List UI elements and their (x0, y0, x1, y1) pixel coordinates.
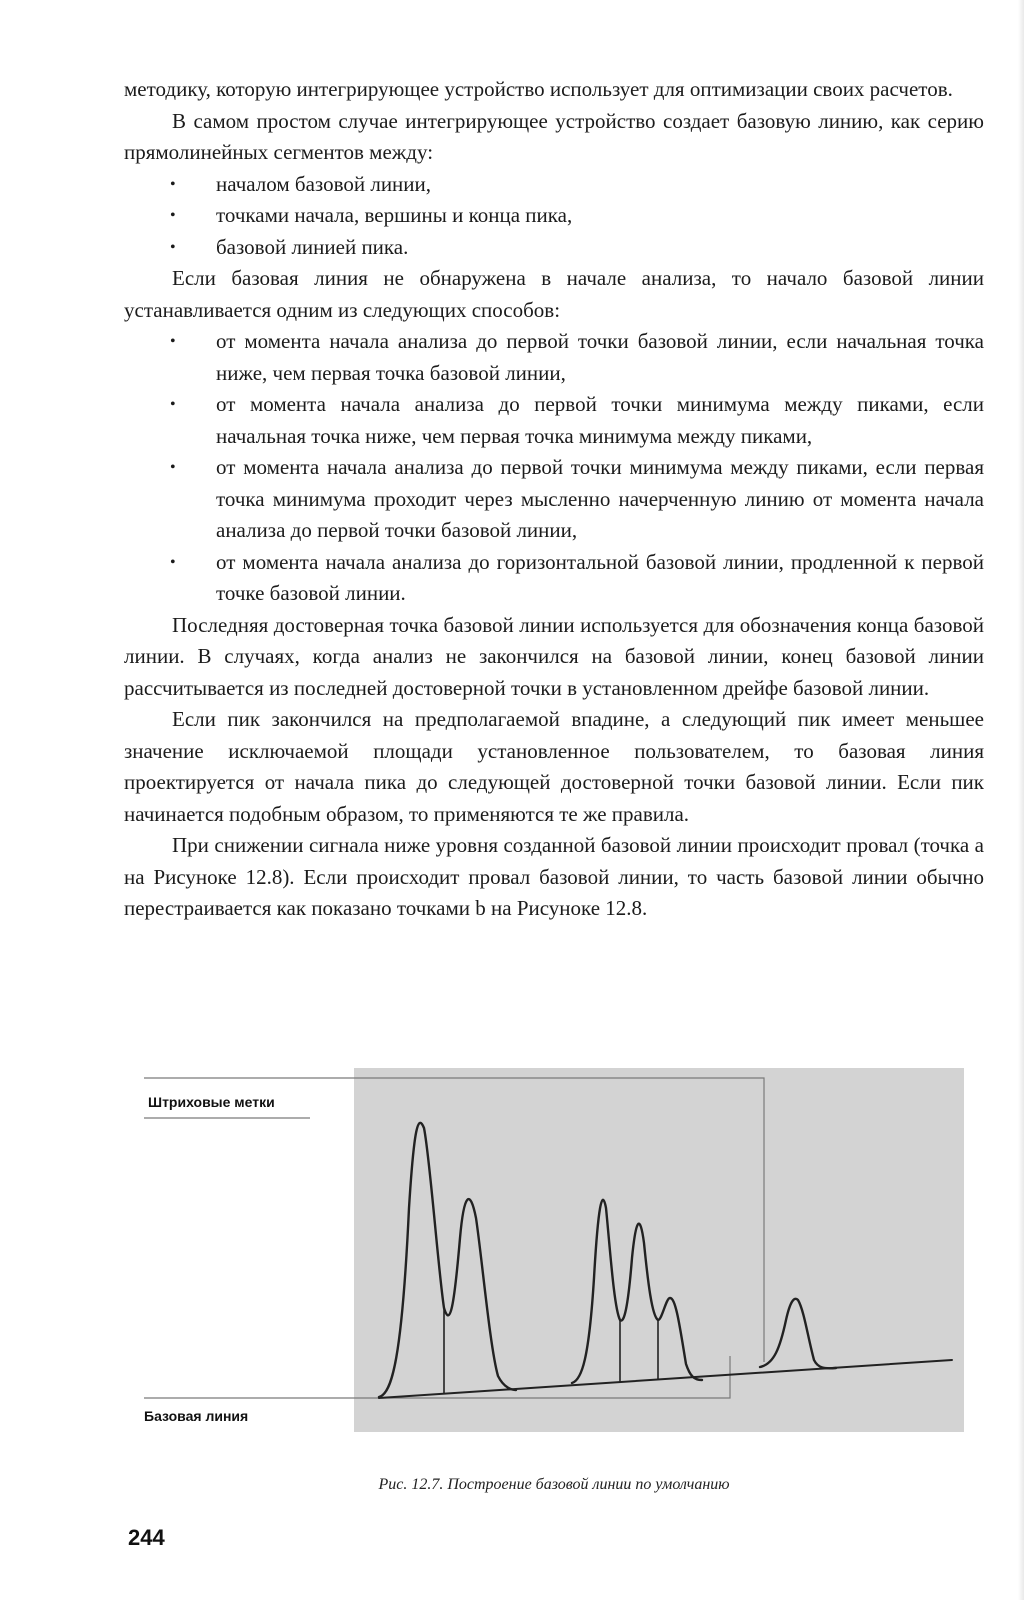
page-edge-shadow (1018, 0, 1024, 1600)
page-number: 244 (128, 1525, 165, 1550)
label-baseline: Базовая линия (144, 1408, 249, 1424)
chromatogram-figure (124, 1058, 984, 1478)
paragraph-3: Последняя достоверная точка базовой линии используется для обозначения конца базовой линии. В случаях, когда анализ не закончился на базовой линии, конец базовой линии рассчитывается из последней достоверной точки в установленном дрейфе базовой линии. (124, 612, 984, 700)
list-item: • от момента начала анализа до первой точки минимума между пиками, если начальная точка ниже, чем первая точка минимума между пиками, (124, 389, 984, 452)
bullet-list-1 (124, 169, 984, 264)
figure-caption: Рис. 12.7. Построение базовой линии по умолчанию (378, 1476, 730, 1493)
list-item: • от момента начала анализа до первой точки минимума между пиками, если первая точка минимума проходит через мысленно начерченную линию от момента начала анализа до первой точки базовой линии, (124, 452, 984, 547)
body-text (124, 74, 984, 925)
plot-background (354, 1068, 964, 1432)
paragraph-0: методику, которую интегрирующее устройство использует для оптимизации своих расчетов. (124, 77, 953, 101)
paragraph-5: При снижении сигнала ниже уровня созданной базовой линии происходит провал (точка а на Рисунoке 12.8). Если происходит провал базовой линии, то часть базовой линии обычно перестраивается как показано точками b на Рисунoке 12.8. (124, 833, 984, 920)
list-item: • началом базовой линии, (124, 169, 984, 201)
list-item: • базовой линией пика. (124, 232, 984, 264)
list-item: • точками начала, вершины и конца пика, (124, 200, 984, 232)
bullet-list-2 (124, 326, 984, 610)
label-tick-marks: Штриховые метки (148, 1094, 275, 1110)
list-item: • от момента начала анализа до первой точки базовой линии, если начальная точка ниже, чем первая точка базовой линии, (124, 326, 984, 389)
paragraph-2: Если базовая линия не обнаружена в начале анализа, то начало базовой линии устанавливается одним из следующих способов: (124, 266, 984, 322)
chromatogram-drawing (124, 1058, 984, 1478)
paragraph-4: Если пик закончился на предполагаемой впадине, а следующий пик имеет меньшее значение исключаемой площади установленное пользователем, то базовая линия проектируется от начала пика до следующей достоверной точки базовой линии. Если пик начинается подобным образом, то применяются те же правила. (124, 707, 984, 826)
list-item: • от момента начала анализа до горизонтальной базовой линии, продленной к первой точке базовой линии. (124, 547, 984, 610)
paragraph-1: В самом простом случае интегрирующее устройство создает базовую линию, как серию прямолинейных сегментов между: (124, 108, 984, 164)
